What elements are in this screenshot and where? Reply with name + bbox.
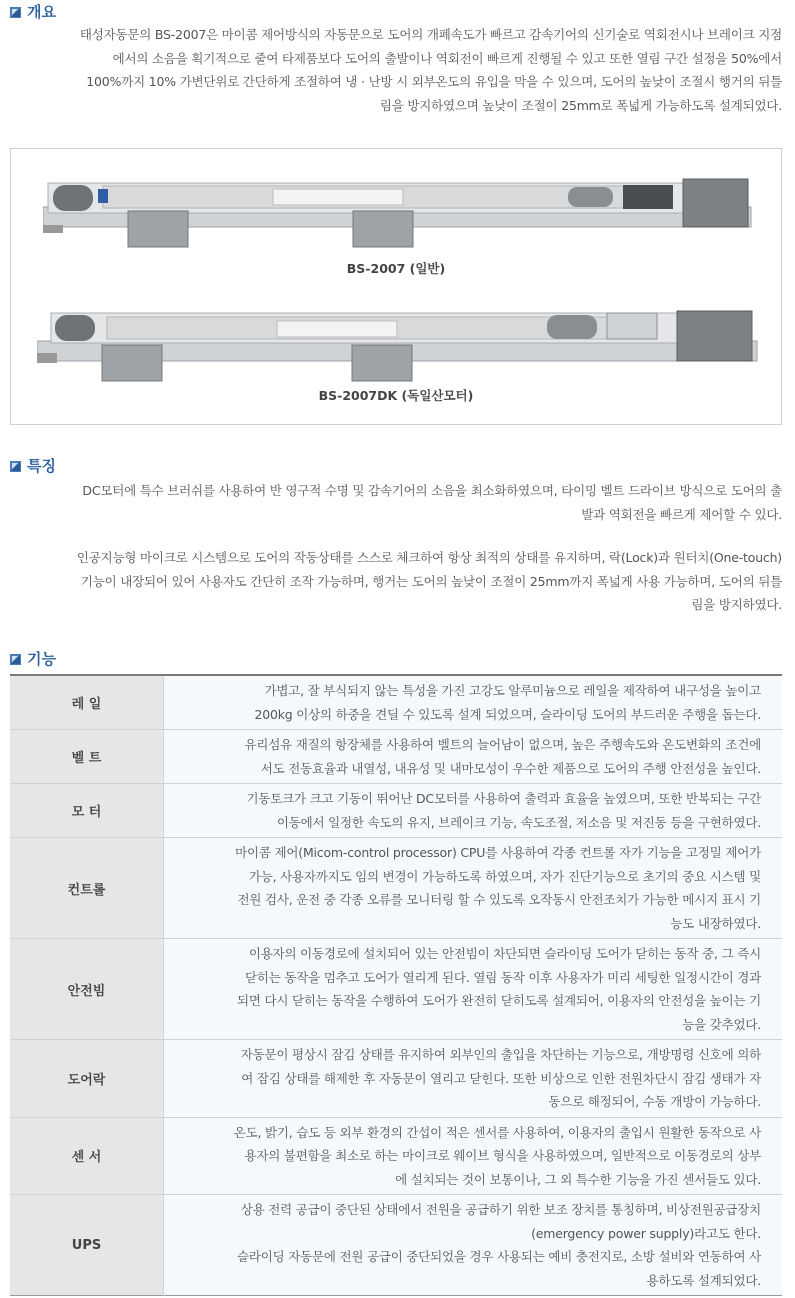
overview-line: 태성자동문의 BS-2007은 마이콤 제어방식의 자동문으로 도어의 개폐속도가 빠르고 감속기어의 신기술로 역회전시나 브레이크 지점 (79, 27, 782, 42)
features-line: 기능이 내장되어 있어 사용자도 간단히 조작 가능하며, 행거는 도어의 높낮이 조절이 25mm까지 폭넓게 사용 가능하며, 도어의 뒤틀 (80, 573, 782, 589)
product-image-bs2007 (43, 177, 758, 252)
row-label: 벨 트 (10, 730, 164, 784)
functions-table (10, 674, 782, 1296)
features-line: DC모터에 특수 브러쉬를 사용하여 반 영구적 수명 및 감속기어의 소음을 최소화하였으며, 타이밍 벨트 드라이브 방식으로 도어의 출 (82, 483, 782, 498)
table-row (10, 1117, 782, 1195)
features-heading (10, 457, 56, 475)
row-description: 마이콤 제어(Micom-control processor) CPU를 사용하여 각종 컨트롤 자가 기능을 고정밀 제어가 가능, 사용자까지도 임의 변경이 가능하도록 하였으며, 자가 진단기능으로 초기의 중요 시스템 및 전원 검사, 운전 중 각종 오류를 모니터링 할 수 있도록 오작동시 안전조치가 가능한 메시지 표시 기 능도 내장하였다. (164, 838, 783, 939)
row-description: 가볍고, 잘 부식되지 않는 특성을 가진 고강도 알루미늄으로 레일을 제작하여 내구성을 높이고 200kg 이상의 하중을 견딜 수 있도록 설계 되었으며, 슬라이딩 도어의 부드러운 주행을 돕는다. (164, 675, 783, 730)
row-description: 자동문이 평상시 잠김 상태를 유지하여 외부인의 출입을 차단하는 기능으로, 개방명령 신호에 의하 여 잠김 상태를 해제한 후 자동문이 열리고 닫힌다. 또한 비상으로 인한 전원차단시 잠김 생태가 자 동으로 해정되어, 수동 개방이 가능하다. (164, 1040, 783, 1118)
overview-title: 개요 (27, 3, 56, 21)
row-label: 도어락 (10, 1040, 164, 1118)
features-line: 발과 역회전을 빠르게 제어할 수 있다. (581, 506, 782, 522)
overview-line: 림을 방지하였으며 높낮이 조절이 25mm로 폭넓게 가능하도록 설계되었다. (379, 97, 782, 113)
table-row (10, 675, 782, 730)
table-row (10, 730, 782, 784)
section-bullet-icon (10, 7, 21, 18)
features-paragraph (10, 546, 782, 617)
functions-title: 기능 (27, 650, 56, 668)
row-description: 온도, 밝기, 습도 등 외부 환경의 간섭이 적은 센서를 사용하여, 이용자의 출입시 원활한 동작으로 사 용자의 불편함을 최소로 하는 마이크로 웨이브 형식을 사용하였으며, 일반적으로 이동경로의 상부 에 설치되는 것이 보통이나, 그 외 특수한 기능을 가진 센서들도 있다. (164, 1117, 783, 1195)
features-line: 인공지능형 마이크로 시스템으로 도어의 작동상태를 스스로 체크하여 항상 최적의 상태를 유지하며, 락(Lock)과 원터치(One-touch) (76, 550, 782, 565)
row-description: 기동토크가 크고 기동이 뛰어난 DC모터를 사용하여 출력과 효율을 높였으며, 또한 반복되는 구간 이동에서 일정한 속도의 유지, 브레이크 기능, 속도조절, 저소음 및 저진동 등을 구현하였다. (164, 784, 783, 838)
section-bullet-icon (10, 654, 21, 665)
row-description: 상용 전력 공급이 중단된 상태에서 전원을 공급하기 위한 보조 장치를 통칭하며, 비상전원공급장치 (emergency power supply)라고도 한다. 슬라이딩 자동문에 전원 공급이 중단되었을 경우 사용되는 예비 충전지로, 소방 설비와 연동하여 사 용하도록 설계되었다. (164, 1195, 783, 1296)
table-row (10, 1040, 782, 1118)
row-label: 레 일 (10, 675, 164, 730)
row-label: 안전빔 (10, 939, 164, 1040)
row-description: 유리섬유 재질의 항장체를 사용하여 벨트의 늘어남이 없으며, 높은 주행속도와 온도변화의 조건에 서도 전동효율과 내열성, 내유성 및 내마모성이 우수한 제품으로 도어의 주행 안전성을 높인다. (164, 730, 783, 784)
section-bullet-icon (10, 461, 21, 472)
overview-line: 에서의 소음을 획기적으로 줄여 타제품보다 도어의 출발이나 역회전이 빠르게 진행될 수 있고 또한 열림 구간 설정을 50%에서 (112, 50, 782, 66)
row-label: 컨트롤 (10, 838, 164, 939)
row-label: UPS (10, 1195, 164, 1296)
product-image-bs2007dk (37, 309, 762, 384)
product-caption: BS-2007 (일반) (346, 261, 446, 276)
overview-heading (10, 3, 56, 21)
row-description: 이용자의 이동경로에 설치되어 있는 안전빔이 차단되면 슬라이딩 도어가 닫히는 동작 중, 그 즉시 닫히는 동작을 멈추고 도어가 열리게 된다. 열림 동작 이후 사용자가 미리 세팅한 일정시간이 경과 되면 다시 닫히는 동작을 수행하여 도어가 완전히 닫히도록 설계되어, 이용자의 안전성을 높이는 기 능을 갖추었다. (164, 939, 783, 1040)
product-photo-box (10, 148, 782, 425)
table-row (10, 784, 782, 838)
row-label: 센 서 (10, 1117, 164, 1195)
overview-line: 100%까지 10% 가변단위로 간단하게 조절하여 냉 · 난방 시 외부온도의 유입을 막을 수 있으며, 도어의 높낮이 조절시 행거의 뒤틀 (86, 74, 782, 89)
overview-text (10, 23, 782, 117)
table-row (10, 1195, 782, 1296)
features-line: 림을 방지하였다. (691, 597, 782, 612)
row-label: 모 터 (10, 784, 164, 838)
features-title: 특징 (27, 457, 56, 475)
table-row (10, 838, 782, 939)
product-caption: BS-2007DK (독일산모터) (318, 388, 474, 403)
functions-heading (10, 650, 56, 668)
features-paragraph (10, 479, 782, 526)
table-row (10, 939, 782, 1040)
